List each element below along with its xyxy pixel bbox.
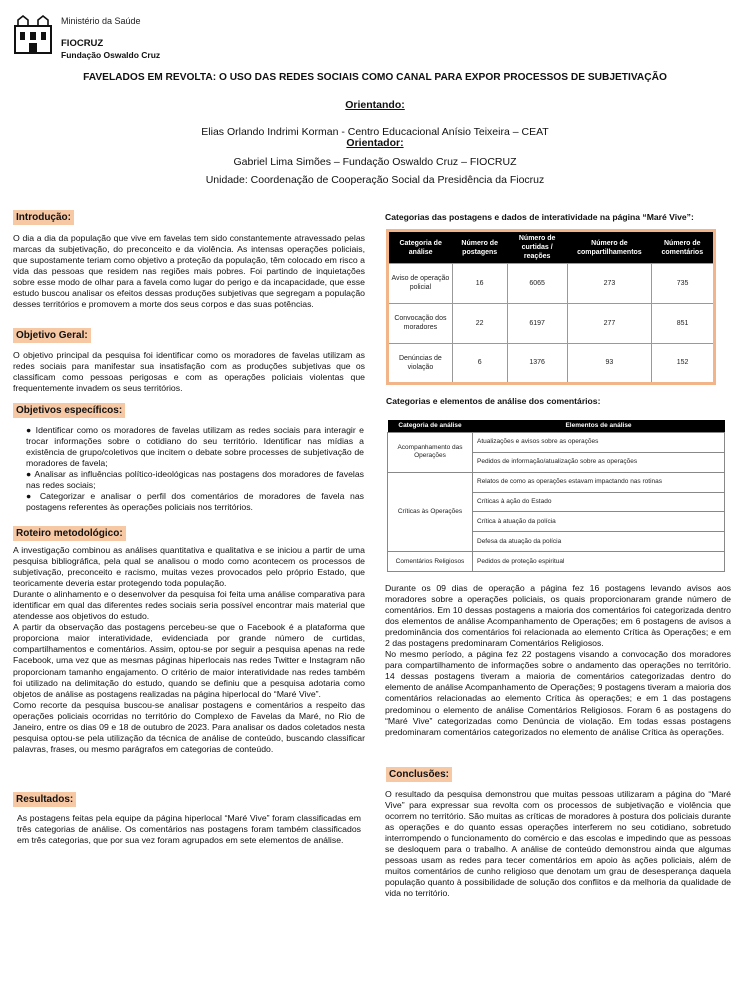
comment-elements-table bbox=[387, 420, 725, 572]
category-cell: Acompanhamento das Operações bbox=[388, 433, 473, 473]
table-row bbox=[388, 433, 725, 453]
table-header: Número de postagens bbox=[452, 232, 507, 264]
table-cell: 93 bbox=[567, 343, 651, 382]
element-cell: Crítica à atuação da polícia bbox=[473, 512, 725, 532]
table-header: Categoria de análise bbox=[389, 232, 452, 264]
table-cell: 1376 bbox=[507, 343, 567, 382]
roteiro-paragraph: A investigação combinou as análises quantitativa e qualitativa e se iniciou a partir de uma pesquisa bibliográfica, pela qual se analisou o modo como acontecem os processos de subjetivação, preconceito e racismo, muitas vezes provocados pelo próprio Estado, que teoricamente deveria estar protegendo toda população. bbox=[13, 545, 365, 589]
table-cell: Convocação dos moradores bbox=[389, 303, 452, 343]
element-cell: Críticas à ação do Estado bbox=[473, 492, 725, 512]
element-cell: Atualizações e avisos sobre as operações bbox=[473, 433, 725, 453]
introducao-text: O dia a dia da população que vive em favelas tem sido constantemente atravessado pelas marcas da subjetivação, do preconceito e da violência. As intensas operações policiais, que supostamente teriam como objetivo a proteção da população, têm colocado em risco a vida das pessoas que residem nas regiões mais pobres. Foi partindo de inquietações sobre esse modo de olhar para a favela como lugar do perigo e da incapacidade, que esse estudo buscou analisar os efeitos dessas produções subjetivas que segregam a população desses territórios e promovem a morte dos seus corpos e das suas potências. bbox=[13, 233, 365, 310]
unidade-line: Unidade: Coordenação de Cooperação Social da Presidência da Fiocruz bbox=[205, 174, 545, 186]
roteiro-paragraph: A partir da observação das postagens percebeu-se que o Facebook é a plataforma que proporciona maior interatividade, evidenciada por grande número de curtidas, compartilhamentos e comentários. Assim, optou-se por seguir a pesquisa apenas na rede Facebook, uma vez que as mesmas páginas hiperlocais nas redes Twitter e Instagram não proporcionam tamanho engajamento. O critério de maior interatividade nas redes também foi utilizado na delimitação do estudo, quando se definiu que a pesquisa adotaria como objetos de análise as postagens realizadas na página hiperlocal do “Maré Vive”. bbox=[13, 622, 365, 699]
org-name: FIOCRUZ bbox=[61, 38, 104, 49]
table1-caption: Categorias das postagens e dados de interatividade na página “Maré Vive”: bbox=[385, 212, 694, 222]
table-cell: 851 bbox=[652, 303, 713, 343]
roteiro-heading: Roteiro metodológico: bbox=[13, 526, 126, 541]
table-cell: Denúncias de violação bbox=[389, 343, 452, 382]
table-cell: 6 bbox=[452, 343, 507, 382]
conclusoes-heading: Conclusões: bbox=[386, 767, 452, 782]
table-cell: 735 bbox=[652, 264, 713, 304]
element-cell: Defesa da atuação da polícia bbox=[473, 532, 725, 552]
objetivo-geral-heading: Objetivo Geral: bbox=[13, 328, 91, 343]
fiocruz-logo-icon bbox=[14, 14, 52, 54]
resultados-paragraph: Durante os 09 dias de operação a página fez 16 postagens levando avisos aos moradores sobre a operações policiais, os quais proporcionaram grande número de comentários. Em 10 dessas postagens a maioria dos comentários foi categorizada dentro dos elementos de análise Acompanhamento de Operações; em 6 postagens de avisos a predominância dos comentários foi relacionada ao elemento Crítica às Operações; e em 2 das postagens predominaram Comentários Religiosos. bbox=[385, 583, 731, 649]
table-cell: 22 bbox=[452, 303, 507, 343]
orientador-name: Gabriel Lima Simões – Fundação Oswaldo Cruz – FIOCRUZ bbox=[233, 156, 517, 168]
resultados-right-body bbox=[385, 583, 731, 738]
table-row bbox=[389, 303, 713, 343]
conclusoes-text: O resultado da pesquisa demonstrou que muitas pessoas utilizaram a página do “Maré Vive” para expressar sua revolta com os processos de subjetivação e violência que ocorrem no território. São muitas as críticas de moradores à postura dos policiais durante as operações e do quanto essas operações interferem no seu cotidiano, sobretudo interrompendo o funcionamento do comércio e das escolas e impedindo que as pessoas se desloquem para o trabalho. A análise de conteúdo demonstrou ainda que algumas pessoas usam as redes para tecer comentários em apoio às ações policiais, além de muitos comentários de cunho religioso que denotam um grau de desesperança daquela população quanto à possibilidade de solução dos conflitos e da melhoria da qualidade de vida no território. bbox=[385, 789, 731, 899]
table-cell: 6065 bbox=[507, 264, 567, 304]
orientador-label: Orientador: bbox=[346, 137, 404, 149]
orientando-label: Orientando: bbox=[345, 99, 405, 111]
table-row bbox=[389, 343, 713, 382]
introducao-heading: Introdução: bbox=[13, 210, 74, 225]
resultados-text: As postagens feitas pela equipe da página hiperlocal “Maré Vive” foram classificadas em três categorias de análise. Os comentários nas postagens foram também classificados em três categorias, que por sua vez foram agrupados em sete elementos de análise. bbox=[17, 813, 361, 846]
objetivos-especificos-heading: Objetivos específicos: bbox=[13, 403, 125, 418]
table-header: Elementos de análise bbox=[473, 420, 725, 433]
table-cell: 16 bbox=[452, 264, 507, 304]
list-item: ● Categorizar e analisar o perfil dos comentários de moradores de favela nas postagens referentes às operações policiais nos territórios. bbox=[26, 491, 364, 513]
table-cell: 277 bbox=[567, 303, 651, 343]
roteiro-paragraph: Como recorte da pesquisa buscou-se analisar postagens e comentários a respeito das operações policiais ocorridas no território do Complexo de Favelas da Maré, no Rio de Janeiro, entre os dias 09 e 18 de outubro de 2023. Para analisar os dados coletados nesta pesquisa optou-se pela utilização da técnica de análise de conteúdo, buscando classificar palavras, frases, ou mesmo parágrafos em categorias de conteúdo. bbox=[13, 699, 365, 754]
category-cell: Críticas às Operações bbox=[388, 472, 473, 551]
ministry-label: Ministério da Saúde bbox=[61, 16, 141, 26]
table-cell: Aviso de operação policial bbox=[389, 264, 452, 304]
element-cell: Pedidos de informação/atualização sobre as operações bbox=[473, 452, 725, 472]
element-cell: Pedidos de proteção espiritual bbox=[473, 552, 725, 572]
table-cell: 152 bbox=[652, 343, 713, 382]
resultados-heading: Resultados: bbox=[13, 792, 76, 807]
roteiro-body bbox=[13, 545, 365, 755]
orientando-name: Elias Orlando Indrimi Korman - Centro Educacional Anísio Teixeira – CEAT bbox=[201, 126, 549, 138]
resultados-paragraph: No mesmo período, a página fez 22 postagens visando a convocação dos moradores para compartilhamento de informações sobre o andamento das operações no território. 14 dessas postagens tiveram a maioria de comentários categorizadas dentro do elemento de análise Acompanhamento de Operações; 9 postagens tiveram a maioria dos comentários relacionadas ao elemento Crítica às operações; e em 1 das postagens predominou o elemento de análise Comentários Religiosos. Foram 6 as postagens do “Maré Vive” categorizadas como Denúncia de violação. Em todas essas postagens predominaram comentários categorizados no elemento de análise Crítica às operações. bbox=[385, 649, 731, 737]
element-cell: Relatos de como as operações estavam impactando nas rotinas bbox=[473, 472, 725, 492]
table-row bbox=[389, 264, 713, 304]
table-header: Número de curtidas / reações bbox=[507, 232, 567, 264]
table-header: Número de comentários bbox=[652, 232, 713, 264]
table-header: Categoria de análise bbox=[388, 420, 473, 433]
table-cell: 273 bbox=[567, 264, 651, 304]
roteiro-paragraph: Durante o alinhamento e o desenvolver da pesquisa foi feita uma análise comparativa para identificar em qual das diferentes redes sociais seria possível encontrar mais material que atendesse aos objetivos do estudo. bbox=[13, 589, 365, 622]
table-cell: 6197 bbox=[507, 303, 567, 343]
category-cell: Comentários Religiosos bbox=[388, 552, 473, 572]
objetivo-geral-text: O objetivo principal da pesquisa foi identificar como os moradores de favelas utilizam as redes sociais para manifestar sua insatisfação com as produções subjetivas que os classificam como pessoas perigosas e com as operações policiais violentas que frequentemente invadem os seus territórios. bbox=[13, 350, 365, 394]
table-header: Número de compartilhamentos bbox=[567, 232, 651, 264]
table2-caption: Categorias e elementos de análise dos comentários: bbox=[386, 396, 601, 406]
org-full-name: Fundação Oswaldo Cruz bbox=[61, 50, 161, 60]
list-item: ● Analisar as influências político-ideológicas nas postagens dos moradores de favelas nas redes sociais; bbox=[26, 469, 364, 491]
objetivos-list bbox=[26, 425, 364, 513]
table-row bbox=[388, 552, 725, 572]
list-item: ● Identificar como os moradores de favelas utilizam as redes sociais para interagir e trocar informações sobre o cotidiano do seu território. Identificar nas mídias a existência de grupo/coletivos que incitem o debate sobre processes de subjetivação de moradores de favela; bbox=[26, 425, 364, 469]
poster-title: FAVELADOS EM REVOLTA: O USO DAS REDES SOCIAIS COMO CANAL PARA EXPOR PROCESSOS DE SUBJETIVAÇÃO bbox=[83, 72, 667, 83]
interactivity-table bbox=[386, 229, 716, 385]
table-row bbox=[388, 472, 725, 492]
